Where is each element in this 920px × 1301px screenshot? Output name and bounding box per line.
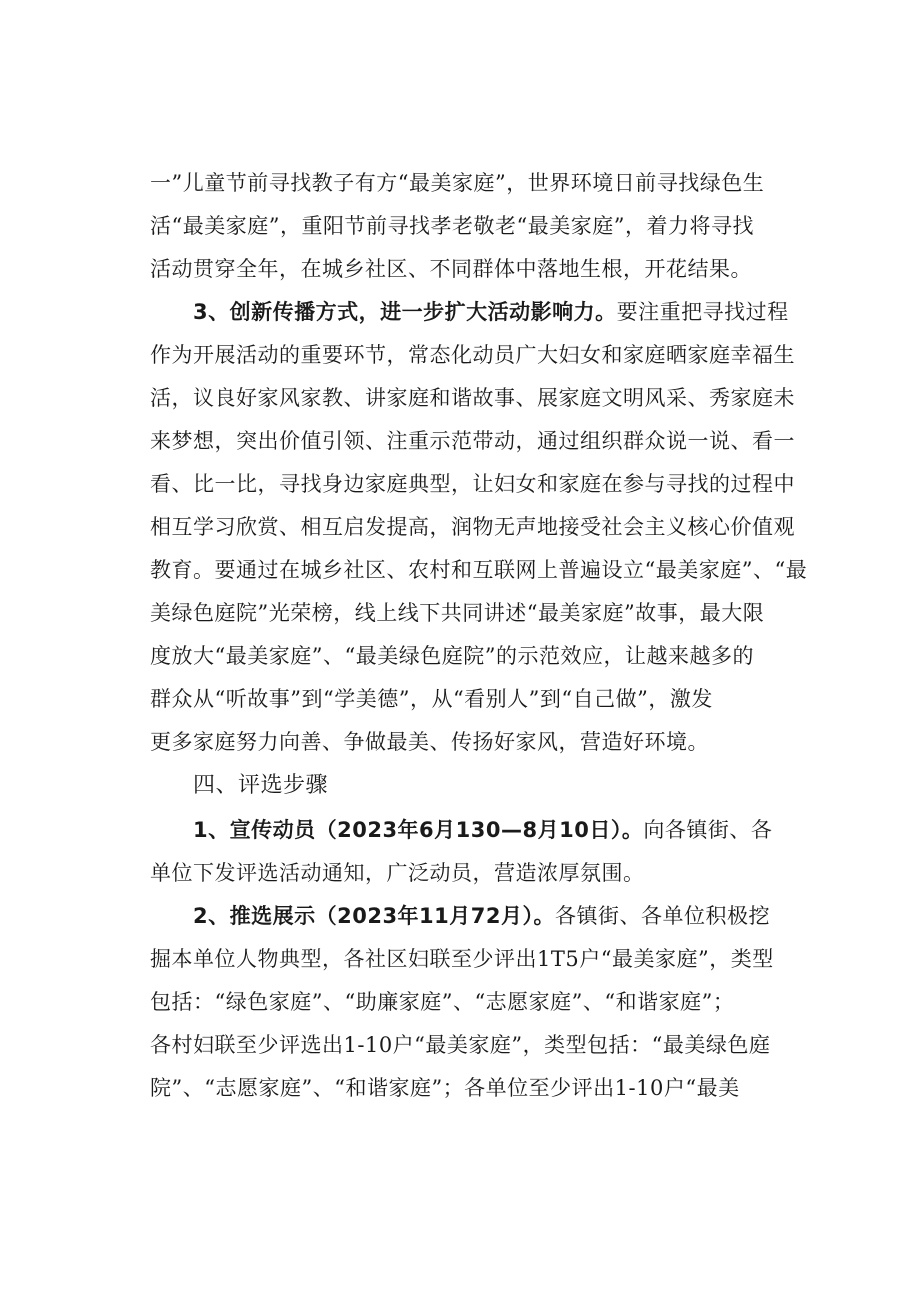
step-1-text: 向各镇街、各: [643, 818, 773, 842]
paragraph-line: 单位下发评选活动通知，广泛动员，营造浓厚氛围。: [150, 861, 645, 885]
paragraph-line: 作为开展活动的重要环节，常态化动员广大妇女和家庭晒家庭幸福生: [150, 343, 795, 367]
paragraph-line: 群众从“听故事”到“学美德”，从“看别人”到“自己做”，激发: [150, 687, 713, 711]
paragraph-line: 包括：“绿色家庭”、“助廉家庭”、“志愿家庭”、“和谐家庭”；: [150, 990, 735, 1014]
paragraph-line: 教育。要通过在城乡社区、农村和互联网上普遍设立“最美家庭”、“最: [150, 558, 808, 582]
paragraph-line: 看、比一比，寻找身边家庭典型，让妇女和家庭在参与寻找的过程中: [150, 472, 795, 496]
paragraph-line: 院”、“志愿家庭”、“和谐家庭”；各单位至少评出1-10户“最美: [150, 1076, 740, 1100]
section-3-heading: 3、创新传播方式，进一步扩大活动影响力。: [193, 300, 617, 324]
section-heading-4: 四、评选步骤: [193, 773, 329, 798]
paragraph-line: 一”儿童节前寻找教子有方“最美家庭”，世界环境日前寻找绿色生: [150, 171, 765, 195]
step-2-first-line: [193, 901, 810, 931]
paragraph-line: 掘本单位人物典型，各社区妇联至少评出1T5户“最美家庭”，类型: [150, 947, 774, 971]
step-1-first-line: [193, 815, 810, 845]
paragraph-line: 活动贯穿全年，在城乡社区、不同群体中落地生根，开花结果。: [150, 257, 752, 281]
section-3-first-line: [193, 297, 810, 327]
paragraph-line: 来梦想，突出价值引领、注重示范带动，通过组织群众说一说、看一: [150, 429, 795, 453]
step-1-heading: 1、宣传动员（2023年6月130—8月10日）。: [193, 818, 644, 842]
step-2-text: 各镇街、各单位积极挖: [555, 904, 771, 928]
paragraph-line: 更多家庭努力向善、争做最美、传扬好家风，营造好环境。: [150, 730, 709, 754]
paragraph-line: 活，议良好家风家教、讲家庭和谐故事、展家庭文明风采、秀家庭未: [150, 386, 795, 410]
section-3-text: 要注重把寻找过程: [616, 300, 789, 324]
paragraph-line: 美绿色庭院”光荣榜，线上线下共同讲述“最美家庭”故事，最大限: [150, 601, 765, 625]
paragraph-line: 活“最美家庭”，重阳节前寻找孝老敬老“最美家庭”，着力将寻找: [150, 214, 754, 238]
step-2-heading: 2、推选展示（2023年11月72月）。: [193, 904, 556, 928]
paragraph-line: 各村妇联至少评选出1-10户“最美家庭”，类型包括：“最美绿色庭: [150, 1033, 771, 1057]
paragraph-line: 度放大“最美家庭”、“最美绿色庭院”的示范效应，让越来越多的: [150, 644, 754, 668]
paragraph-line: 相互学习欣赏、相互启发提高，润物无声地接受社会主义核心价值观: [150, 515, 795, 539]
